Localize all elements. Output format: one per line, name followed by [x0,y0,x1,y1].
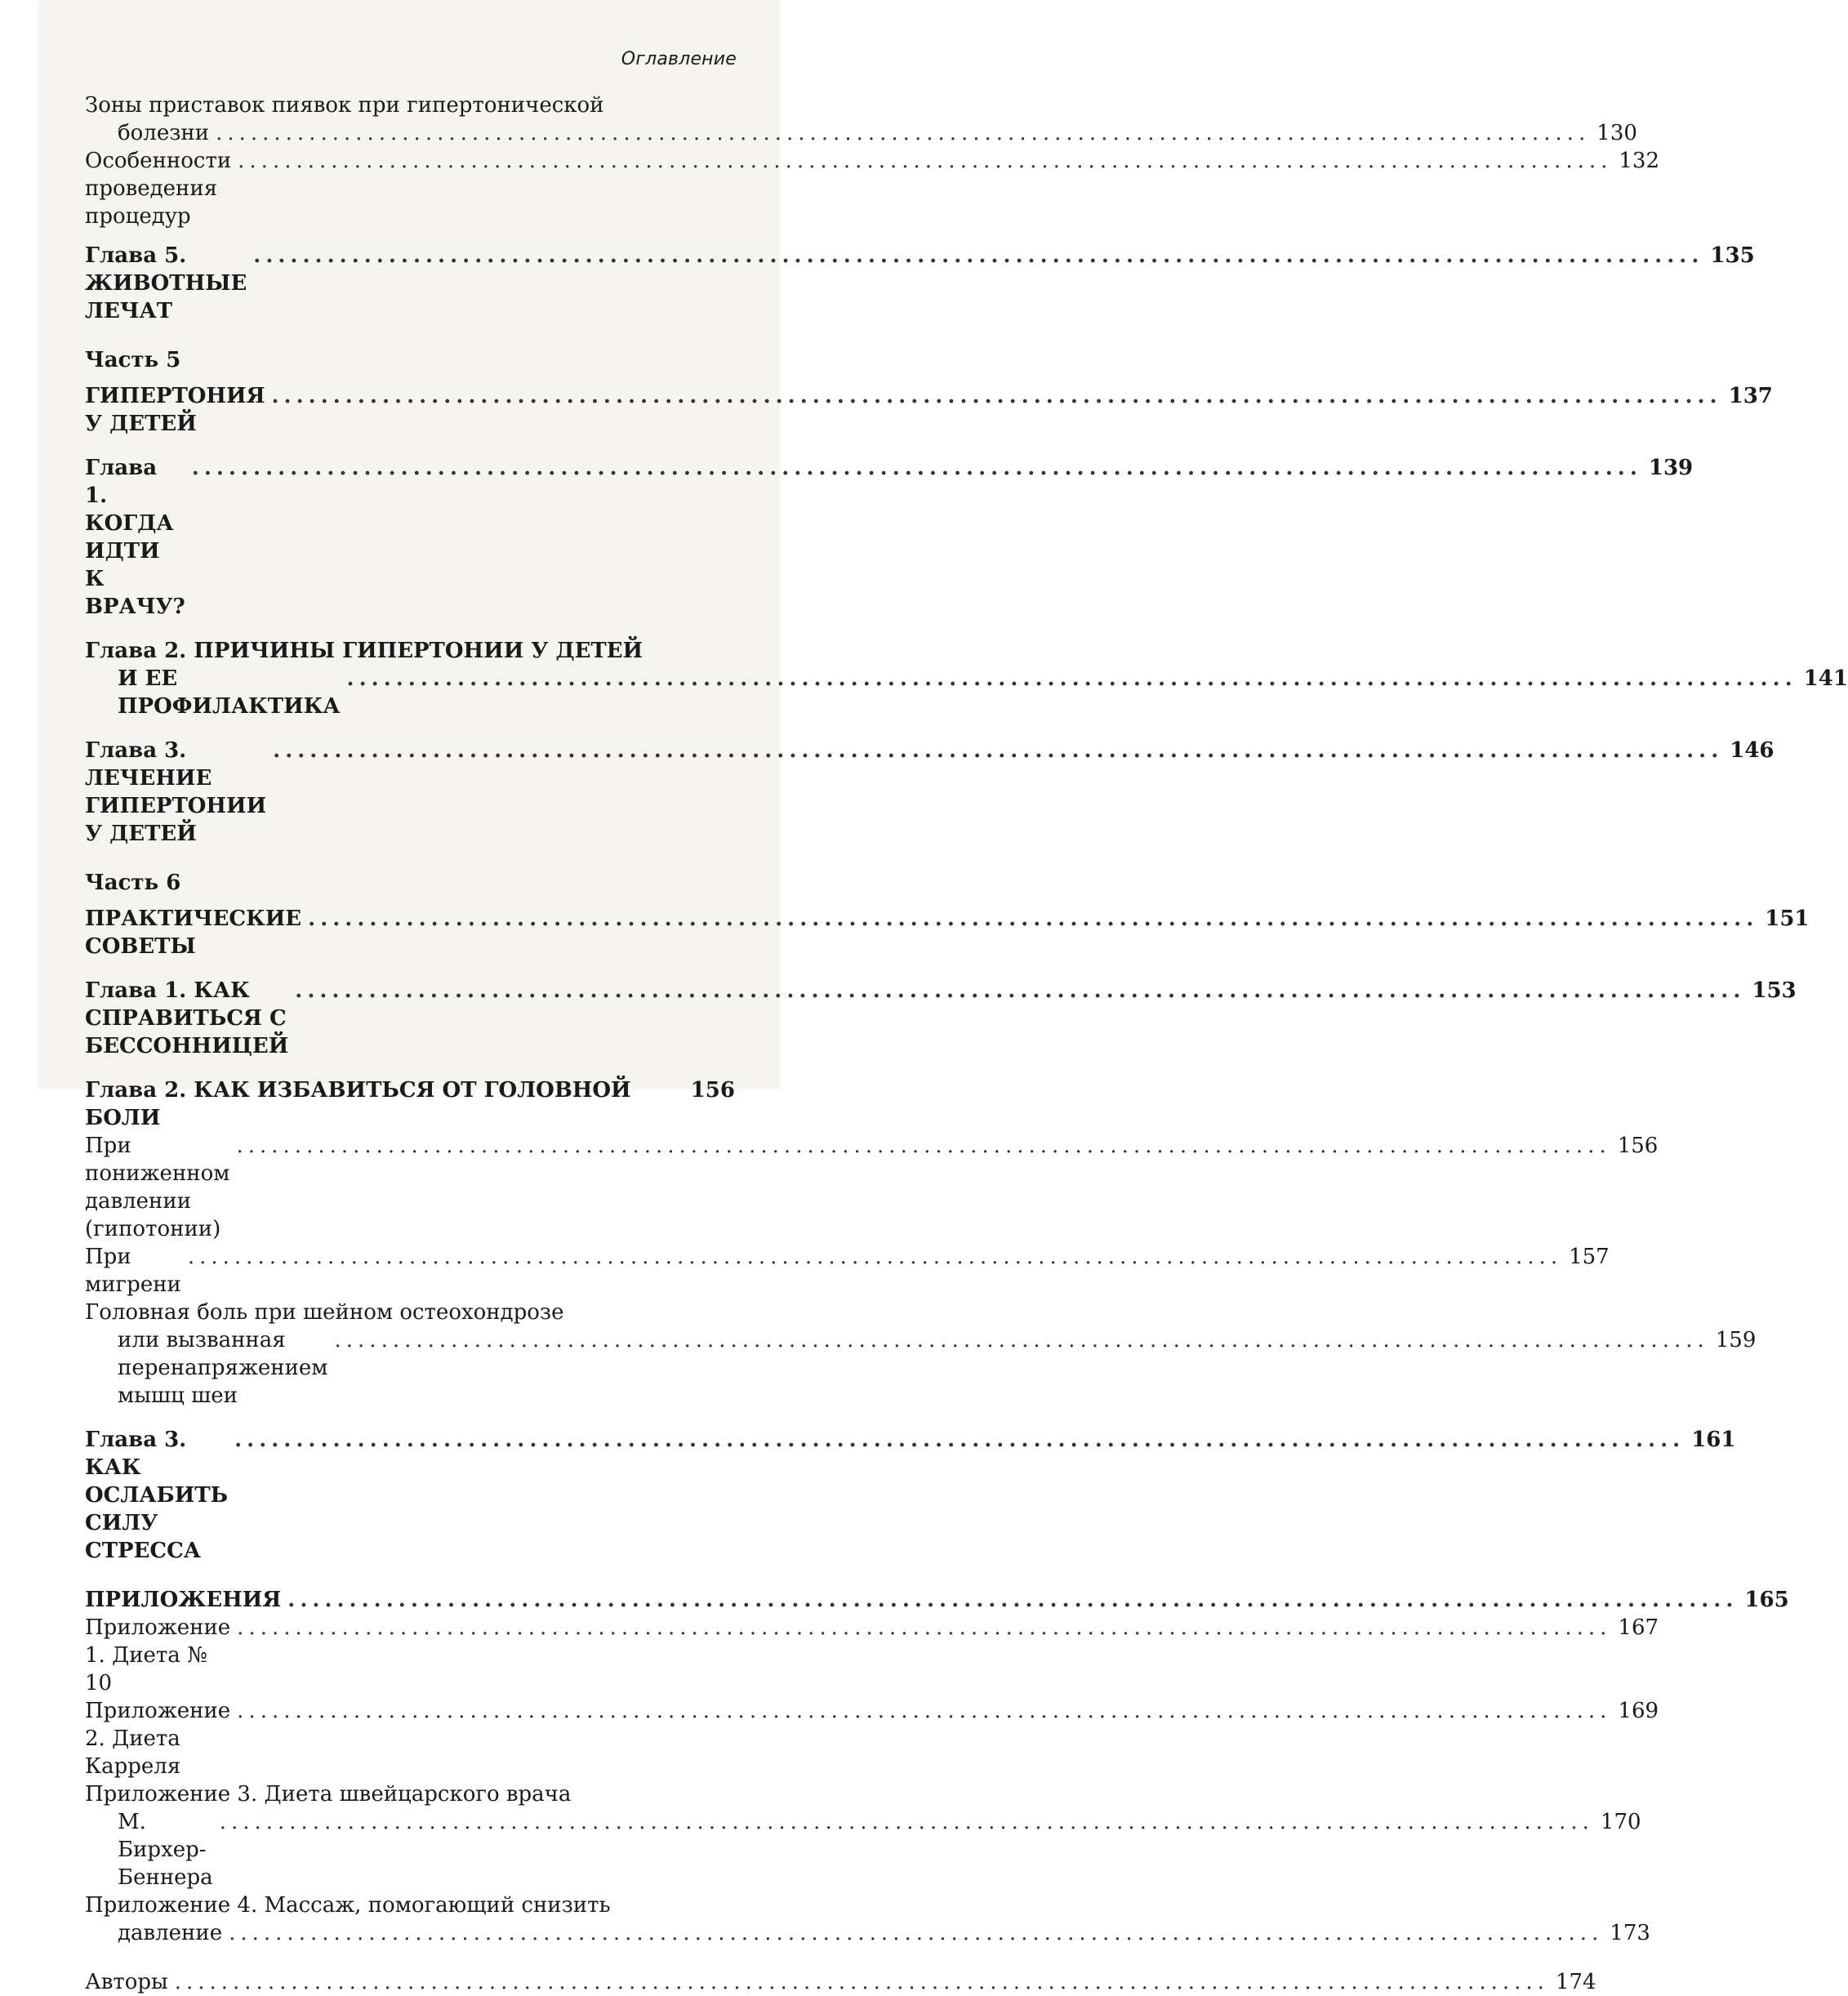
toc-entry-title: давление [118,1921,223,1945]
leader-dots: ...................................................................................................................... [271,384,1722,408]
page-number: 170 [1600,1810,1641,1834]
leader-dots: ...................................................................................................................... [334,1328,1709,1352]
toc-entry-title: ПРИЛОЖЕНИЯ [85,1588,282,1612]
toc-entry-title: ПРАКТИЧЕСКИЕ СОВЕТЫ [85,907,302,959]
toc-entry-title: Глава 3. ЛЕЧЕНИЕ ГИПЕРТОНИИ У ДЕТЕЙ [85,738,267,846]
page-number: 139 [1648,456,1694,480]
leader-dots: ...................................................................................................................... [253,243,1704,268]
page-number: 169 [1618,1699,1659,1723]
leader-dots: ...................................................................................................................... [219,1810,1594,1834]
leader-dots: ...................................................................................................................... [273,738,1724,763]
page-number: 130 [1596,121,1637,145]
toc-entry-title: Приложение 1. Диета № 10 [85,1615,231,1695]
toc-chapter [85,737,1775,848]
toc-part [85,1586,1789,1614]
toc-part [85,382,1773,438]
toc-entry-title: Глава 3. КАК ОСЛАБИТЬ СИЛУ СТРЕССА [85,1428,229,1563]
toc-chapter [85,1426,1736,1565]
leader-dots: ...................................................................................................................... [295,978,1746,1003]
toc-entry [85,1808,1641,1891]
page-number: 161 [1691,1428,1736,1452]
leader-dots: ...................................................................................................................... [191,456,1642,480]
toc-entry-title: И ЕЕ ПРОФИЛАКТИКА [118,666,341,719]
leader-dots: ...................................................................................................................... [216,121,1591,145]
leader-dots: ...................................................................................................................... [237,1699,1612,1723]
toc-entry [85,1132,1659,1243]
page-number: 135 [1710,243,1755,268]
leader-dots: ...................................................................................................................... [229,1921,1604,1945]
toc-chapter [85,1076,735,1132]
page-number: 174 [1555,1970,1596,1994]
toc-chapter [85,665,1848,720]
toc-entry-title: Глава 5. ЖИВОТНЫЕ ЛЕЧАТ [85,243,247,323]
toc-entry-title: ГИПЕРТОНИЯ У ДЕТЕЙ [85,384,265,436]
toc-entry-title: Особенности проведения процедур [85,149,232,229]
toc-entry-title: Глава 1. КАК СПРАВИТЬСЯ С БЕССОННИЦЕЙ [85,978,289,1058]
leader-dots: ...................................................................................................................... [174,1970,1549,1994]
page-number: 165 [1744,1588,1789,1612]
toc-chapter [85,977,1797,1060]
leader-dots: ...................................................................................................................... [234,1428,1685,1452]
toc-chapter [85,454,1694,621]
toc-entry [85,1614,1659,1697]
page-number: 156 [690,1078,735,1103]
toc-entry [85,147,1660,230]
toc-entry-title: М. Бирхер-Беннера [118,1810,213,1890]
leader-dots: ...................................................................................................................... [346,666,1797,691]
page-number: 173 [1610,1921,1650,1945]
toc-entry-title-line: Головная боль при шейном остеохондрозе [85,1300,564,1325]
toc-entry-title: Глава 1. КОГДА ИДТИ К ВРАЧУ? [85,456,185,619]
leader-dots: ...................................................................................................................... [238,149,1613,173]
part-label: Часть 5 [85,348,181,372]
toc-entry-title-line: Приложение 4. Массаж, помогающий снизить [85,1893,611,1918]
toc-entry-title-line: Зоны приставок пиявок при гипертонической [85,93,604,118]
toc-entry-title-line: Глава 2. ПРИЧИНЫ ГИПЕРТОНИИ У ДЕТЕЙ [85,639,643,663]
toc-entry-title: Приложение 2. Диета Карреля [85,1699,231,1779]
page-number: 146 [1730,738,1775,763]
toc-entry-title: или вызванная перенапряжением мышц шеи [118,1328,328,1408]
toc-chapter [85,242,1755,325]
toc-entry [85,119,1637,147]
toc-entry-title: Авторы [85,1970,168,1994]
page-number: 159 [1715,1328,1757,1352]
toc-entry [85,1919,1650,1947]
page-number: 137 [1728,384,1773,408]
running-header: Оглавление [621,49,737,69]
toc-entry [85,1243,1610,1299]
toc-entry-title: При мигрени [85,1245,181,1297]
toc-entry [85,1326,1757,1410]
leader-dots: ...................................................................................................................... [308,907,1759,931]
toc-entry [85,1697,1659,1780]
toc-entry-title-line: Приложение 3. Диета швейцарского врача [85,1782,572,1807]
page-number: 151 [1765,907,1810,931]
toc-entry-title: При пониженном давлении (гипотонии) [85,1134,230,1241]
toc-entry-title: Глава 2. КАК ИЗБАВИТЬСЯ ОТ ГОЛОВНОЙ БОЛИ [85,1078,631,1130]
leader-dots: ...................................................................................................................... [287,1588,1739,1612]
toc-entry [85,1968,1596,1996]
book-page [39,0,1848,1994]
page-number: 167 [1618,1615,1659,1640]
toc-part [85,905,1810,960]
leader-dots: ...................................................................................................................... [237,1615,1612,1640]
page-number: 153 [1752,978,1797,1003]
page-number: 156 [1617,1134,1659,1158]
table-of-contents [85,91,1848,1996]
leader-dots: ...................................................................................................................... [236,1134,1611,1158]
toc-entry-title: болезни [118,121,210,145]
leader-dots: ...................................................................................................................... [187,1245,1563,1269]
part-label: Часть 6 [85,871,181,895]
page-number: 157 [1569,1245,1610,1269]
page-number: 141 [1803,666,1848,691]
page-number: 132 [1619,149,1660,173]
